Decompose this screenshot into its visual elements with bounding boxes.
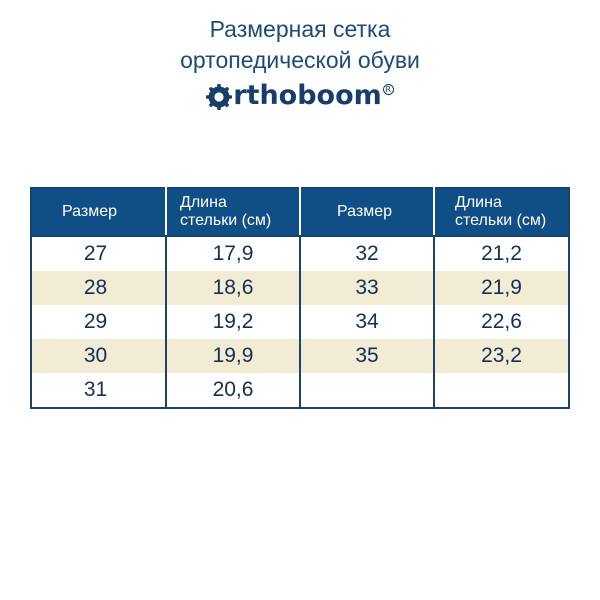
length-cell (434, 373, 569, 408)
length-cell: 19,9 (166, 339, 300, 373)
size-cell: 33 (300, 271, 434, 305)
column-header-insole-length: Длина стельки (см) (166, 188, 300, 236)
length-cell: 19,2 (166, 305, 300, 339)
size-cell: 31 (31, 373, 166, 408)
length-cell: 23,2 (434, 339, 569, 373)
size-cell: 30 (31, 339, 166, 373)
page-title-line-1: Размерная сетка (209, 16, 391, 42)
length-cell: 22,6 (481, 310, 522, 333)
table-row (31, 236, 569, 271)
length-cell: 18,6 (166, 271, 300, 305)
size-cell: 35 (300, 339, 434, 373)
column-header-size-2: Размер (300, 188, 434, 236)
size-cell: 28 (31, 271, 166, 305)
size-cell: 32 (300, 236, 434, 271)
page-title-line-2: ортопедической обуви (180, 47, 420, 73)
table-row (31, 305, 569, 339)
size-cell: 27 (31, 236, 166, 271)
length-cell: 20,6 (166, 373, 300, 408)
column-header-size: Размер (31, 188, 166, 236)
registered-mark: R (383, 84, 394, 95)
table-row (31, 271, 569, 305)
logo-wordmark: rthoboom (233, 80, 382, 111)
length-cell: 17,9 (166, 236, 300, 271)
size-cell: 29 (31, 305, 166, 339)
table-row (31, 373, 569, 408)
gear-o-logo-icon (206, 84, 232, 110)
length-cell: 21,2 (481, 242, 522, 265)
table-row (31, 339, 569, 373)
size-cell (300, 373, 434, 408)
size-chart-table (30, 187, 570, 409)
length-cell: 21,9 (434, 271, 569, 305)
orthoboom-logo (0, 80, 600, 111)
table-header-row (31, 188, 569, 236)
column-header-insole-length-2: Длина стельки (см) (434, 188, 569, 236)
size-cell: 34 (300, 305, 434, 339)
